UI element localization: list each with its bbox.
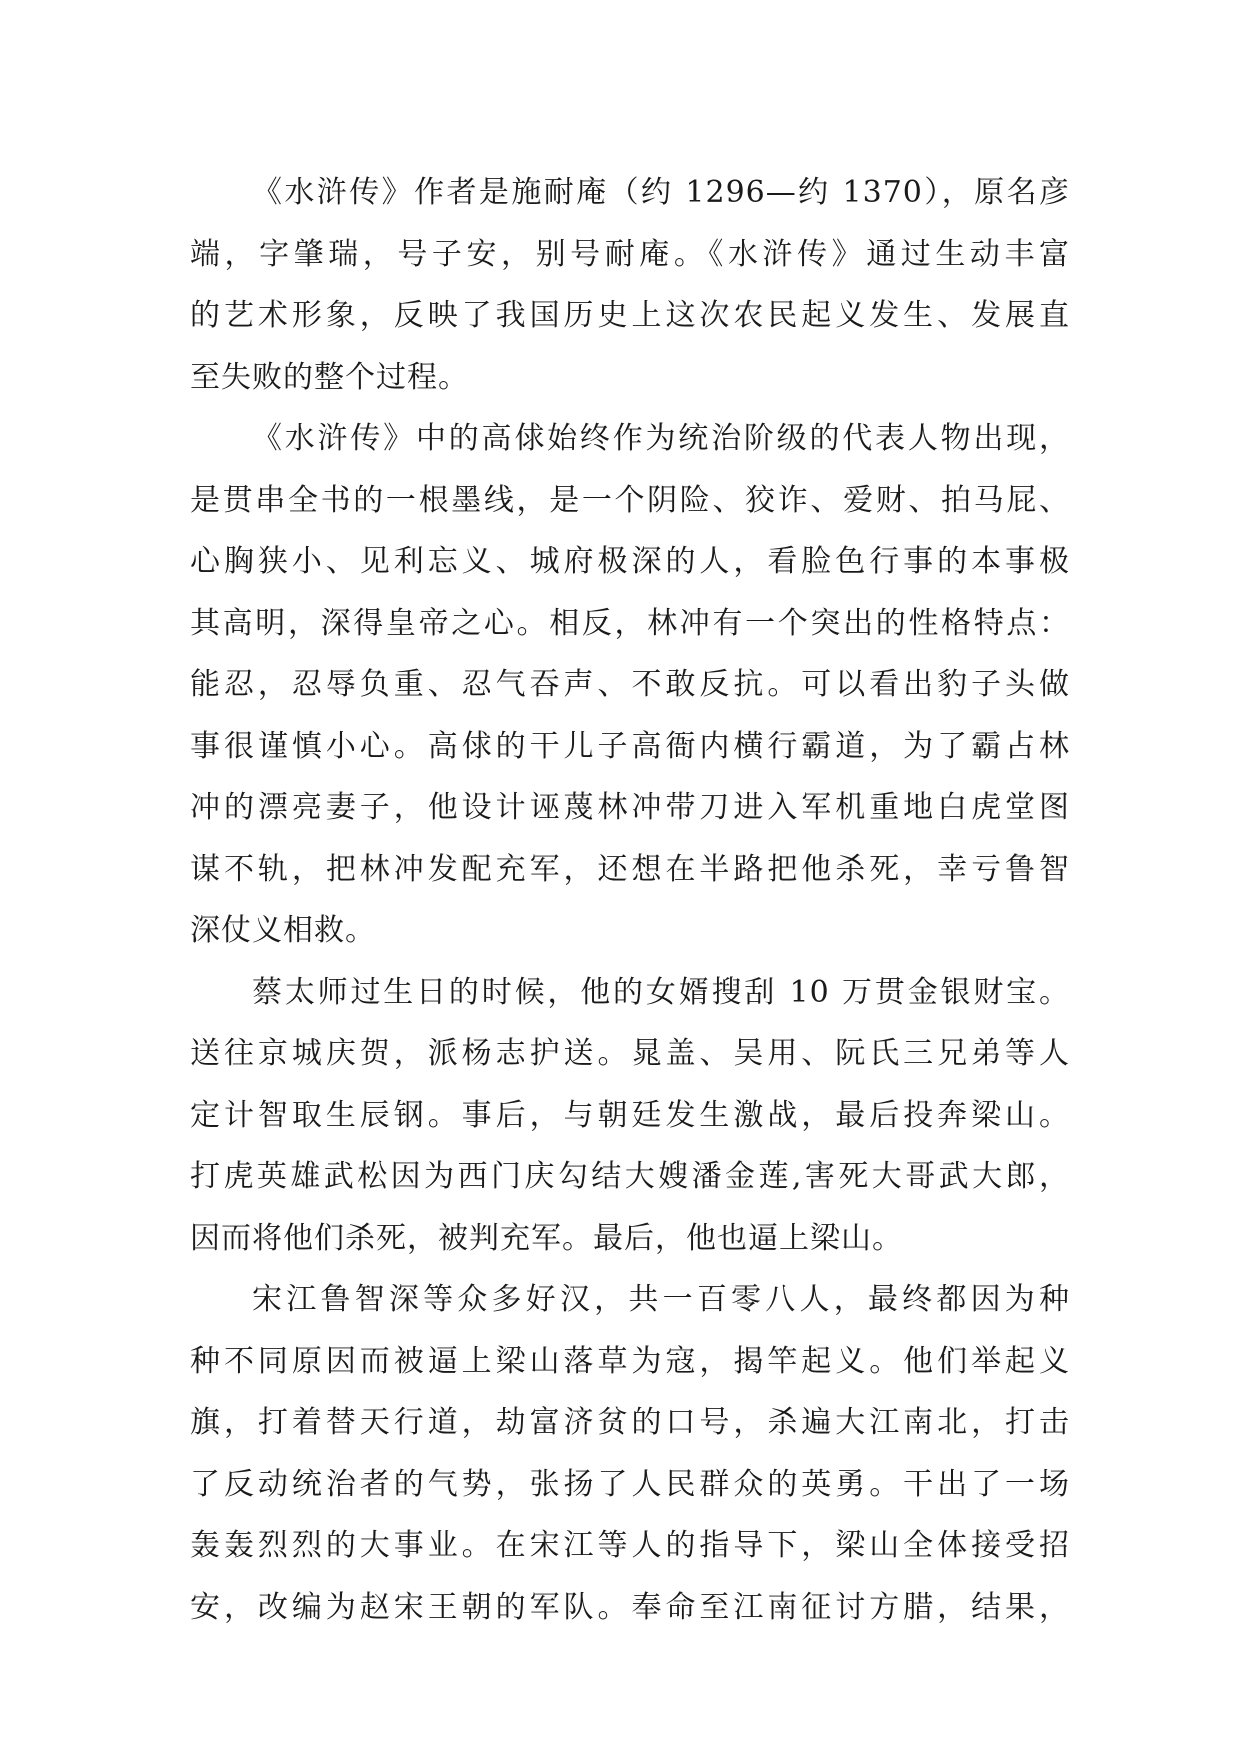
body-text xyxy=(190,162,1070,1638)
text-line: 《水浒传》中的高俅始终作为统治阶级的代表人物出现， xyxy=(252,421,1070,456)
text-line: 旗，打着替天行道，劫富济贫的口号，杀遍大江南北，打击 xyxy=(190,1405,1070,1440)
paragraph-2 xyxy=(190,408,1070,962)
text-line: 因而将他们杀死，被判充军。最后，他也逼上梁山。 xyxy=(190,1220,903,1256)
text-line: 能忍，忍辱负重、忍气吞声、不敢反抗。可以看出豹子头做 xyxy=(190,667,1070,702)
text-line: 其高明，深得皇帝之心。相反，林冲有一个突出的性格特点： xyxy=(190,605,1070,641)
text-line: 蔡太师过生日的时候，他的女婿搜刮 10 万贯金银财宝。 xyxy=(252,974,1070,1010)
text-line: 端，字肇瑞，号子安，别号耐庵。《水浒传》通过生动丰富 xyxy=(190,236,1070,272)
text-line: 定计智取生辰钢。事后，与朝廷发生激战，最后投奔梁山。 xyxy=(190,1097,1070,1133)
text-line: 至失败的整个过程。 xyxy=(190,359,469,395)
text-line: 谋不轨，把林冲发配充军，还想在半路把他杀死，幸亏鲁智 xyxy=(190,851,1070,887)
paragraph-1 xyxy=(190,162,1070,408)
text-line: 打虎英雄武松因为西门庆勾结大嫂潘金莲,害死大哥武大郎， xyxy=(190,1159,1070,1194)
text-line: 轰轰烈烈的大事业。在宋江等人的指导下，梁山全体接受招 xyxy=(190,1528,1070,1563)
text-line: 宋江鲁智深等众多好汉，共一百零八人，最终都因为种 xyxy=(252,1282,1070,1317)
text-line: 了反动统治者的气势，张扬了人民群众的英勇。干出了一场 xyxy=(190,1466,1070,1502)
text-line: 心胸狭小、见利忘义、城府极深的人，看脸色行事的本事极 xyxy=(190,544,1070,579)
text-line: 事很谨慎小心。高俅的干儿子高衙内横行霸道，为了霸占林 xyxy=(190,728,1070,764)
text-line: 的艺术形象，反映了我国历史上这次农民起义发生、发展直 xyxy=(190,298,1070,333)
text-line: 《水浒传》作者是施耐庵（约 1296—约 1370），原名彦 xyxy=(252,175,1070,210)
text-line: 安，改编为赵宋王朝的军队。奉命至江南征讨方腊，结果， xyxy=(190,1589,1070,1625)
text-line: 送往京城庆贺，派杨志护送。晁盖、吴用、阮氏三兄弟等人 xyxy=(190,1036,1070,1071)
paragraph-3 xyxy=(190,962,1070,1270)
text-line: 深仗义相救。 xyxy=(190,913,376,948)
text-line: 冲的漂亮妻子，他设计诬蔑林冲带刀进入军机重地白虎堂图 xyxy=(190,790,1070,825)
text-line: 种不同原因而被逼上梁山落草为寇，揭竿起义。他们举起义 xyxy=(190,1343,1070,1379)
paragraph-4 xyxy=(190,1269,1070,1638)
text-line: 是贯串全书的一根墨线，是一个阴险、狡诈、爱财、拍马屁、 xyxy=(190,482,1070,518)
